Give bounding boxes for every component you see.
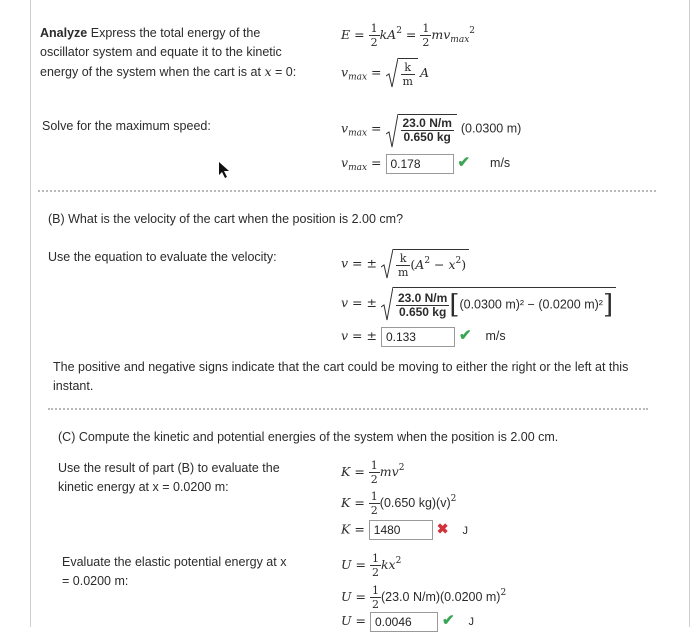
vmax-substitution: $v_{max}$ = $\frac{23.0 N/m}{0.650 kg}$ (0.0300 m) xyxy=(341,114,521,144)
ke-sub-text: (0.650 kg)(v) xyxy=(379,496,451,510)
amplitude-value: (0.0300 m) xyxy=(460,121,522,136)
ke-substitution: K = $\frac{1}{2}$ (0.650 $kg)(v)^2$ xyxy=(341,490,457,517)
energy-equation: E = $\frac{1}{2}$ $kA^2$ = $\frac{1}{2}$ $mv_{max}^2$ xyxy=(341,22,476,49)
part-c-question: (C) Compute the kinetic and potential energies of the system when the position is 2.00 cm. xyxy=(58,430,559,444)
k-value-b: 23.0 N/m xyxy=(397,290,448,305)
check-icon: ✔ xyxy=(457,153,471,171)
k-answer-row: K = 1480 ✖ J xyxy=(341,520,468,540)
sign-note: The positive and negative signs indicate that the cart could be moving to either the right or the left at this instant. xyxy=(53,360,629,393)
part-b-use-label: Use the equation to evaluate the velocity: xyxy=(48,250,277,264)
part-b-question: (B) What is the velocity of the cart when the position is 2.00 cm? xyxy=(48,212,404,226)
pe-substitution: U = $\frac{1}{2}$ (23.0 N/m)(0.0200 m)$^2$ xyxy=(341,584,507,611)
pe-sub-text: (23.0 N/m)(0.0200 m) xyxy=(380,590,501,604)
bracket-content: (0.0300 m)² − (0.0200 m)² xyxy=(459,297,603,312)
analyze-label: Analyze xyxy=(40,26,88,40)
vmax-formula: $v_{max}$ = $\frac{k}{m}$ A xyxy=(341,58,429,88)
x-var: x xyxy=(264,64,272,79)
k-value: 23.0 N/m xyxy=(402,116,452,130)
vmax-unit: m/s xyxy=(490,156,511,170)
v-answer-input[interactable]: 0.133 xyxy=(381,327,455,347)
v-answer-row: v = ± 0.133 ✔ m/s xyxy=(341,326,506,347)
vmax-answer-input[interactable]: 0.178 xyxy=(386,154,454,174)
analyze-text xyxy=(40,24,300,82)
vmax-answer-row: $v_{max} = 0.178$ ✔ m/s xyxy=(341,153,511,173)
pe-formula: U = $\frac{1}{2}$ $kx^2$ xyxy=(341,552,402,579)
analyze-body: Express the total energy of the oscillator system and equate it to the kinetic energy of the system when the cart is at xyxy=(40,26,282,79)
u-answer-row: U = 0.0046 ✔ J xyxy=(341,611,474,632)
pe-label: Evaluate the elastic potential energy at x = 0.0200 m: xyxy=(62,555,287,588)
x-eq: = 0: xyxy=(271,65,297,79)
u-answer-input[interactable]: 0.0046 xyxy=(370,612,438,632)
divider-a xyxy=(38,190,656,192)
mass-value-b: 0.650 kg xyxy=(398,304,447,319)
mass-value: 0.650 kg xyxy=(403,130,451,144)
velocity-substitution: v = ± $\frac{23.0 N/m}{0.650 kg}$ [(0.0300 m)² − (0.0200 m)²] xyxy=(341,287,616,320)
k-unit: J xyxy=(462,524,468,537)
velocity-formula: v = ± $\frac{k}{m}$ $(A^2 - x^2)$ xyxy=(341,249,469,279)
check-icon: ✔ xyxy=(458,326,472,344)
k-answer-input[interactable]: 1480 xyxy=(369,520,433,540)
v-unit: m/s xyxy=(485,329,506,343)
u-unit: J xyxy=(468,616,475,628)
ke-label: Use the result of part (B) to evaluate the kinetic energy at x = 0.0200 m: xyxy=(58,461,280,494)
check-icon: ✔ xyxy=(441,611,455,629)
ke-formula: K = $\frac{1}{2}$ $mv^2$ xyxy=(341,459,405,486)
solve-label: Solve for the maximum speed: xyxy=(42,119,211,133)
divider-b xyxy=(48,408,648,410)
cross-icon: ✖ xyxy=(436,521,449,538)
mouse-cursor-icon xyxy=(218,161,232,179)
